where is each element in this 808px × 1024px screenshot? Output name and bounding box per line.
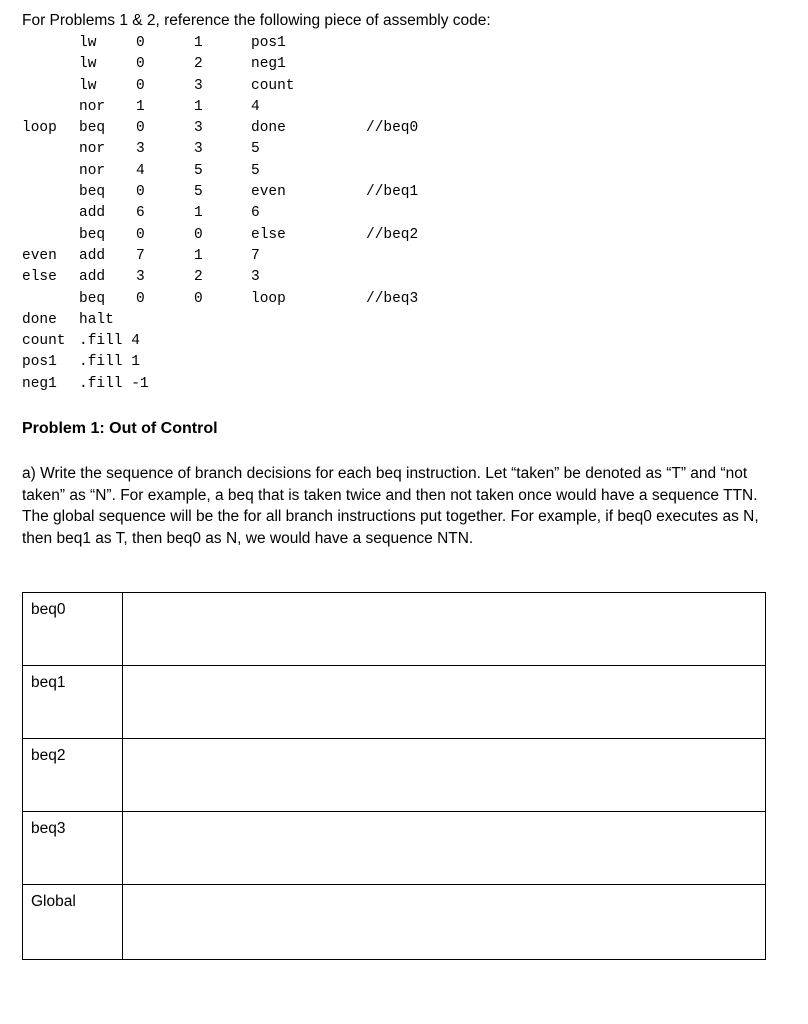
code-label: count bbox=[22, 333, 66, 350]
problem-title: Problem 1: Out of Control bbox=[22, 420, 218, 437]
answer-cell[interactable] bbox=[123, 739, 766, 812]
code-comment: //beq1 bbox=[366, 184, 419, 201]
row-label: beq2 bbox=[23, 739, 123, 812]
code-opcode: nor bbox=[79, 98, 106, 115]
code-operand-b: 5 bbox=[194, 162, 203, 179]
code-operand-b: 2 bbox=[194, 269, 203, 286]
table-row bbox=[23, 885, 766, 960]
code-operand-c: 5 bbox=[251, 141, 260, 158]
code-operand-c: neg1 bbox=[251, 56, 286, 73]
code-operand-c: loop bbox=[251, 290, 286, 307]
answer-cell[interactable] bbox=[123, 593, 766, 666]
row-label: beq1 bbox=[23, 666, 123, 739]
code-opcode: lw bbox=[79, 56, 97, 73]
code-operand-c: 6 bbox=[251, 205, 260, 222]
code-operand-b: 1 bbox=[194, 205, 203, 222]
code-operand-a: 0 bbox=[136, 35, 145, 51]
code-opcode: beq bbox=[79, 120, 106, 137]
code-operand-b: 3 bbox=[194, 120, 203, 137]
code-label: neg1 bbox=[22, 375, 57, 392]
code-opcode: beq bbox=[79, 184, 106, 201]
code-operand-b: 5 bbox=[194, 184, 203, 201]
code-opcode: add bbox=[79, 269, 106, 286]
code-label: done bbox=[22, 311, 57, 328]
code-operand-a: 0 bbox=[136, 56, 145, 73]
code-opcode: nor bbox=[79, 141, 106, 158]
code-opcode: .fill 4 bbox=[79, 333, 140, 350]
code-label: pos1 bbox=[22, 354, 57, 371]
code-operand-a: 4 bbox=[136, 162, 145, 179]
answer-cell[interactable] bbox=[123, 666, 766, 739]
code-comment: //beq0 bbox=[366, 120, 419, 137]
code-comment: //beq3 bbox=[366, 290, 419, 307]
code-operand-b: 0 bbox=[194, 226, 203, 243]
code-opcode: beq bbox=[79, 290, 106, 307]
code-operand-b: 1 bbox=[194, 247, 203, 264]
code-operand-b: 0 bbox=[194, 290, 203, 307]
code-operand-c: else bbox=[251, 226, 286, 243]
code-opcode: .fill 1 bbox=[79, 354, 140, 371]
row-label: beq0 bbox=[23, 593, 123, 666]
code-operand-a: 0 bbox=[136, 226, 145, 243]
table-row bbox=[23, 739, 766, 812]
intro-text: For Problems 1 & 2, reference the following piece of assembly code: bbox=[22, 12, 491, 29]
problem-description: a) Write the sequence of branch decisions for each beq instruction. Let “taken” be denoted as “T” and “not taken” as “N”. For example, a beq that is taken twice and then not taken once would have a sequence TTN. The global sequence will be the for all branch instructions put together. For example, if beq0 executes as N, then beq1 as T, then beq0 as N, we would have a sequence NTN. bbox=[22, 465, 759, 547]
code-operand-c: even bbox=[251, 184, 286, 201]
code-operand-a: 3 bbox=[136, 141, 145, 158]
code-operand-b: 1 bbox=[194, 35, 203, 51]
code-operand-c: 7 bbox=[251, 247, 260, 264]
code-opcode: beq bbox=[79, 226, 106, 243]
code-operand-a: 0 bbox=[136, 77, 145, 94]
row-label: beq3 bbox=[23, 812, 123, 885]
code-label: loop bbox=[22, 120, 57, 137]
code-operand-a: 1 bbox=[136, 98, 145, 115]
code-opcode: lw bbox=[79, 35, 97, 51]
code-operand-c: done bbox=[251, 120, 286, 137]
code-operand-b: 3 bbox=[194, 77, 203, 94]
code-label: even bbox=[22, 247, 57, 264]
code-operand-c: pos1 bbox=[251, 35, 286, 51]
answer-table bbox=[22, 592, 766, 960]
code-label: else bbox=[22, 269, 57, 286]
answer-cell[interactable] bbox=[123, 812, 766, 885]
code-operand-a: 0 bbox=[136, 184, 145, 201]
code-operand-b: 3 bbox=[194, 141, 203, 158]
code-operand-c: 5 bbox=[251, 162, 260, 179]
table-row bbox=[23, 666, 766, 739]
code-operand-c: count bbox=[251, 77, 295, 94]
code-opcode: add bbox=[79, 247, 106, 264]
table-row bbox=[23, 593, 766, 666]
code-operand-c: 3 bbox=[251, 269, 260, 286]
code-comment: //beq2 bbox=[366, 226, 419, 243]
code-operand-a: 6 bbox=[136, 205, 145, 222]
code-operand-b: 2 bbox=[194, 56, 203, 73]
code-operand-a: 3 bbox=[136, 269, 145, 286]
code-opcode: nor bbox=[79, 162, 106, 179]
code-operand-b: 1 bbox=[194, 98, 203, 115]
code-operand-c: 4 bbox=[251, 98, 260, 115]
answer-cell[interactable] bbox=[123, 885, 766, 960]
code-operand-a: 0 bbox=[136, 290, 145, 307]
code-opcode: lw bbox=[79, 77, 97, 94]
row-label: Global bbox=[23, 885, 123, 960]
code-opcode: .fill -1 bbox=[79, 375, 149, 392]
code-opcode: add bbox=[79, 205, 106, 222]
code-operand-a: 0 bbox=[136, 120, 145, 137]
code-operand-a: 7 bbox=[136, 247, 145, 264]
code-opcode: halt bbox=[79, 311, 114, 328]
table-row bbox=[23, 812, 766, 885]
